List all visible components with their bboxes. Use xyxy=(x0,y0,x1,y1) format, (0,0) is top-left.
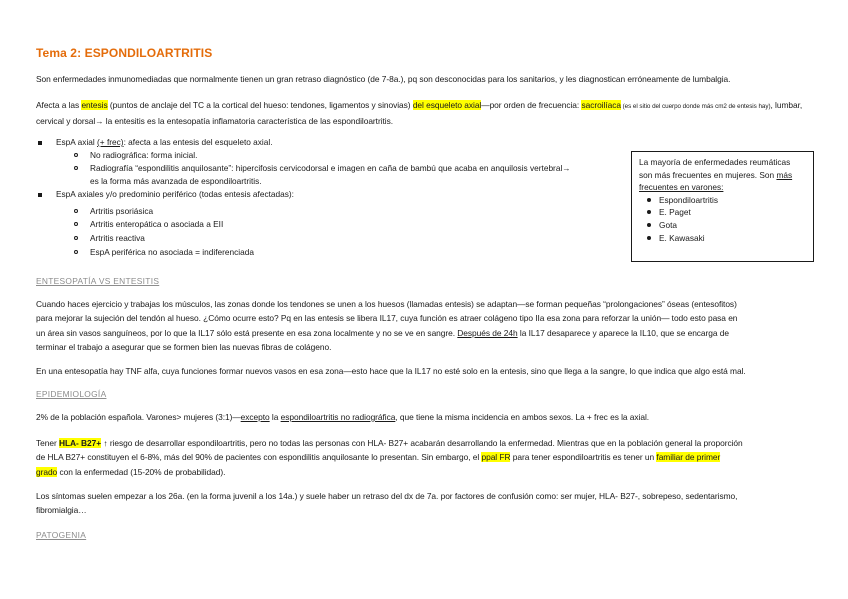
callout-item: E. Paget xyxy=(639,206,813,219)
highlight-sacroiliaca: sacroilíaca xyxy=(581,100,621,110)
affects-paragraph: Afecta a las entesis (puntos de anclaje del TC a la cortical del hueso: tendones, ligamentos y sinovias) del esqueleto axial—por orden de frecuencia: sacroilíaca (es el sitio del cuerpo donde más cm2 de entesis hay), lumbar, cervical y dorsal→ la entesitis es la entesopatía inflamatoria característica de las espondiloartritis. xyxy=(36,100,803,127)
callout-item: Gota xyxy=(639,219,813,232)
bullet-dot-icon xyxy=(647,223,651,227)
square-bullet-icon xyxy=(38,141,42,145)
section-heading-patogenia: PATOGENIA xyxy=(36,530,87,540)
circle-bullet-icon xyxy=(74,153,78,157)
list-item: Artritis psoriásica xyxy=(74,205,153,218)
callout-box: La mayoría de enfermedades reumáticas son más frecuentes en mujeres. Son más frecuentes en varones: Espondiloartritis E. Paget Gota E. Kawasaki xyxy=(631,151,814,262)
circle-bullet-icon xyxy=(74,166,78,170)
list-item: EspA periférica no asociada = indiferenciada xyxy=(74,246,254,259)
square-bullet-icon xyxy=(38,193,42,197)
intro-paragraph: Son enfermedades inmunomediadas que normalmente tienen un gran retraso diagnóstico (de 7-8a.), pq son desconocidas para los sanitarios, y les diagnostican erróneamente de lumbalgia. xyxy=(36,74,731,84)
highlight-axial: del esqueleto axial xyxy=(412,100,482,110)
highlight-entesis: entesis xyxy=(81,100,108,110)
section-heading-entesopatia: ENTESOPATÍA VS ENTESITIS xyxy=(36,276,160,286)
section-heading-epidemiologia: EPIDEMIOLOGÍA xyxy=(36,389,107,399)
callout-item: Espondiloartritis xyxy=(639,194,813,207)
highlight-ppal-fr: ppal FR xyxy=(481,452,511,463)
circle-bullet-icon xyxy=(74,236,78,240)
list-item: No radiográfica: forma inicial. xyxy=(74,149,197,162)
bullet-dot-icon xyxy=(647,210,651,214)
page-title: Tema 2: ESPONDILOARTRITIS xyxy=(36,46,213,60)
entesis-paragraph: Cuando haces ejercicio y trabajas los músculos, las zonas donde los tendones se unen a los huesos (llamadas entesis) se adaptan—se forman pequeñas “prolongaciones” óseas (entesofitos) para mejorar la sujeción del tendón al hueso. ¿Cómo ocurre esto? Pq en las entesis se libera IL17, cuya función es atraer colágeno tipo IIa esa zona para reforzar la unión— todo esto pasa en un área sin vasos sanguíneos, por lo que la IL17 sólo está presente en esa zona localmente y no se ve en sangre. Después de 24h la IL17 desaparece y aparece la IL10, que se encarga de terminar el trabajo a asegurar que se formen bien las nuevas fibras de colágeno. xyxy=(36,299,738,353)
list-item: Radiografía “espondilitis anquilosante”: hipercifosis cervicodorsal e imagen en caña de bambú que acaba en anquilosis vertebral→ xyxy=(74,162,571,175)
circle-bullet-icon xyxy=(74,250,78,254)
callout-item: E. Kawasaki xyxy=(639,232,813,245)
list-item: EspA axiales y/o predominio periférico (todas entesis afectadas): xyxy=(38,188,294,201)
circle-bullet-icon xyxy=(74,222,78,226)
hla-paragraph: Tener HLA- B27+ ↑ riesgo de desarrollar espondiloartritis, pero no todas las personas con HLA- B27+ acabarán desarrollando la enfermedad. Mientras que en la población general la proporción de HLA B27+ constituyen el 6-8%, más del 90% de pacientes con espondilitis anquilosante lo presentan. Sin embargo, el ppal FR para tener espondiloartritis es tener un familiar de primer grado con la enfermedad (15-20% de probabilidad). xyxy=(36,438,743,477)
list-item-continuation: es la forma más avanzada de espondiloartritis. xyxy=(90,176,262,186)
tnf-paragraph: En una entesopatía hay TNF alfa, cuya funciones formar nuevos vasos en esa zona—esto hace que la IL17 no esté solo en la entesis, sino que llega a la sangre, lo que indica que algo está mal. xyxy=(36,366,746,376)
highlight-familiar: familiar de primer xyxy=(656,452,721,463)
bullet-dot-icon xyxy=(647,198,651,202)
epidemiology-paragraph: 2% de la población española. Varones> mujeres (3:1)—excepto la espondiloartritis no radiográfica, que tiene la misma incidencia en ambos sexos. La + frec es la axial. xyxy=(36,412,650,422)
circle-bullet-icon xyxy=(74,209,78,213)
list-item: Artritis reactiva xyxy=(74,232,145,245)
list-item: Artritis enteropática o asociada a EII xyxy=(74,218,223,231)
list-item: EspA axial (+ frec): afecta a las entesis del esqueleto axial. xyxy=(38,136,273,149)
bullet-dot-icon xyxy=(647,236,651,240)
highlight-hla: HLA- B27+ xyxy=(58,438,102,448)
symptoms-paragraph: Los síntomas suelen empezar a los 26a. (en la forma juvenil a los 14a.) y suele haber un retraso del dx de 7a. por factores de confusión como: ser mujer, HLA- B27-, sobrepeso, sedentarismo, fibromialgia… xyxy=(36,491,738,516)
